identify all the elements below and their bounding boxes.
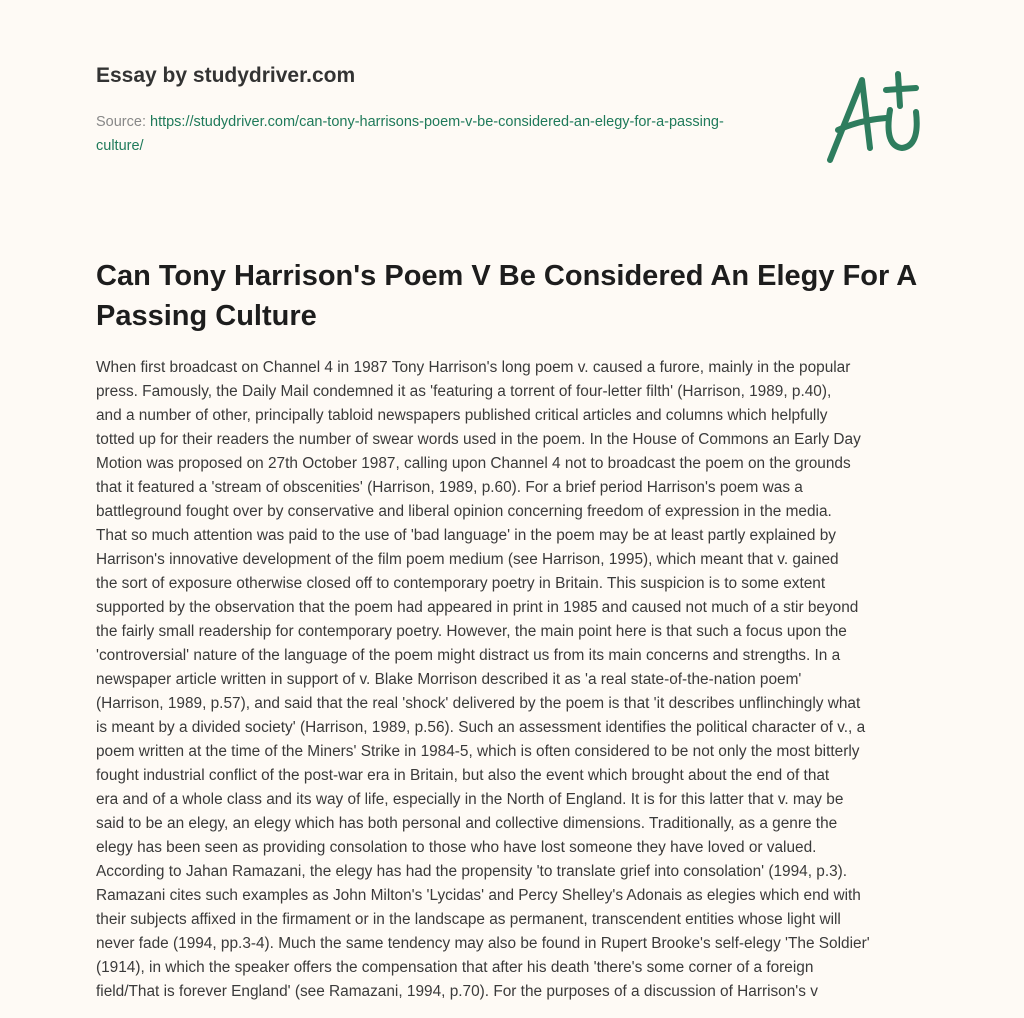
essay-body bbox=[96, 356, 946, 1004]
body-line: the sort of exposure otherwise closed off to contemporary poetry in Britain. This suspicion is to some extent bbox=[96, 575, 826, 592]
body-line: and a number of other, principally tabloid newspapers published critical articles and columns which helpfully bbox=[96, 407, 828, 424]
a-plus-logo-icon bbox=[820, 68, 930, 168]
body-line: Ramazani cites such examples as John Milton's 'Lycidas' and Percy Shelley's Adonais as elegies which end with bbox=[96, 887, 861, 904]
body-line: (Harrison, 1989, p.57), and said that the real 'shock' delivered by the poem is that 'it describes unflinchingly what bbox=[96, 695, 861, 712]
body-line: supported by the observation that the poem had appeared in print in 1985 and caused not much of a stir beyond bbox=[96, 599, 859, 616]
body-line: elegy has been seen as providing consolation to those who have lost someone they have loved or valued. bbox=[96, 839, 817, 856]
body-line: totted up for their readers the number of swear words used in the poem. In the House of Commons an Early Day bbox=[96, 431, 861, 448]
site-brand: Essay by studydriver.com bbox=[96, 64, 356, 87]
body-line: newspaper article written in support of v. Blake Morrison described it as 'a real state-of-the-nation poem' bbox=[96, 671, 802, 688]
source-link[interactable]: https://studydriver.com/can-tony-harrisons-poem-v-be-considered-an-elegy-for-a-passing-culture/ bbox=[96, 114, 724, 154]
body-line: 'controversial' nature of the language of the poem might distract us from its main concerns and strengths. In a bbox=[96, 647, 841, 664]
body-line: their subjects affixed in the firmament or in the landscape as permanent, transcendent entities whose light will bbox=[96, 911, 841, 928]
source-line bbox=[96, 110, 736, 158]
essay-title: Can Tony Harrison's Poem V Be Considered An Elegy For A Passing Culture bbox=[96, 260, 917, 332]
body-line: That so much attention was paid to the use of 'bad language' in the poem may be at least partly explained by bbox=[96, 527, 836, 544]
body-line: press. Famously, the Daily Mail condemned it as 'featuring a torrent of four-letter filth' (Harrison, 1989, p.40), bbox=[96, 383, 832, 400]
body-line: the fairly small readership for contemporary poetry. However, the main point here is that such a focus upon the bbox=[96, 623, 847, 640]
body-line: is meant by a divided society' (Harrison, 1989, p.56). Such an assessment identifies the political character of v., a bbox=[96, 719, 866, 736]
body-line: that it featured a 'stream of obscenities' (Harrison, 1989, p.60). For a brief period Harrison's poem was a bbox=[96, 479, 803, 496]
body-line: Harrison's innovative development of the film poem medium (see Harrison, 1995), which meant that v. gained bbox=[96, 551, 839, 568]
body-line: era and of a whole class and its way of life, especially in the North of England. It is for this latter that v. may be bbox=[96, 791, 844, 808]
body-line: never fade (1994, pp.3-4). Much the same tendency may also be found in Rupert Brooke's self-elegy 'The Soldier' bbox=[96, 935, 870, 952]
body-line: When first broadcast on Channel 4 in 1987 Tony Harrison's long poem v. caused a furore, mainly in the popular bbox=[96, 359, 851, 376]
body-line: (1914), in which the speaker offers the compensation that after his death 'there's some corner of a foreign bbox=[96, 959, 814, 976]
body-line: Motion was proposed on 27th October 1987, calling upon Channel 4 not to broadcast the poem on the grounds bbox=[96, 455, 851, 472]
body-line: said to be an elegy, an elegy which has both personal and collective dimensions. Traditionally, as a genre the bbox=[96, 815, 838, 832]
body-line: poem written at the time of the Miners' Strike in 1984-5, which is often considered to be not only the most bitterly bbox=[96, 743, 860, 760]
body-line: field/That is forever England' (see Ramazani, 1994, p.70). For the purposes of a discussion of Harrison's v bbox=[96, 983, 818, 1000]
source-label: Source: bbox=[96, 114, 150, 130]
body-line: battleground fought over by conservative and liberal opinion concerning freedom of expression in the media. bbox=[96, 503, 832, 520]
body-line: fought industrial conflict of the post-war era in Britain, but also the event which brought about the end of that bbox=[96, 767, 830, 784]
body-line: According to Jahan Ramazani, the elegy has had the propensity 'to translate grief into consolation' (1994, p.3). bbox=[96, 863, 848, 880]
